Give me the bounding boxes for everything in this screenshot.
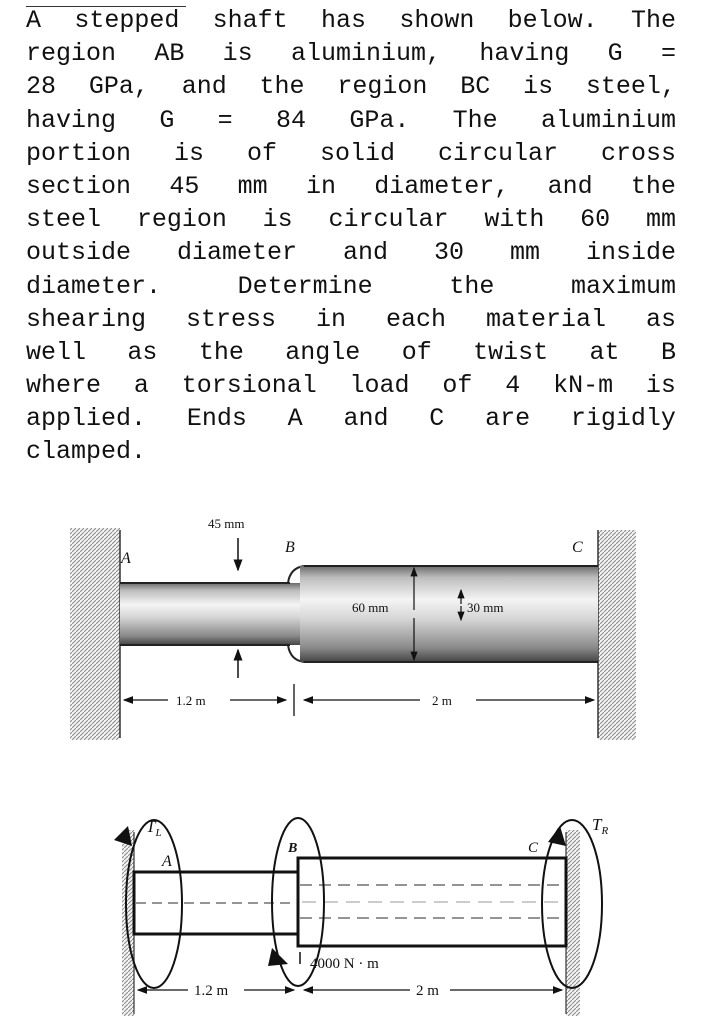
problem-word: mm xyxy=(509,238,540,268)
problem-word: has xyxy=(321,6,367,35)
problem-word: the xyxy=(630,171,676,201)
problem-word: below. xyxy=(507,6,598,35)
problem-word: section xyxy=(26,171,132,201)
shaft-segment-ab xyxy=(120,583,300,645)
figure-1-stepped-shaft xyxy=(70,516,636,740)
problem-word: is xyxy=(174,138,205,168)
problem-word: = xyxy=(660,39,676,69)
problem-word: a xyxy=(133,371,149,401)
problem-word: angle xyxy=(285,337,361,367)
fbd-label-b: B xyxy=(288,841,298,856)
problem-word: stepped xyxy=(74,6,180,35)
problem-word: material xyxy=(485,304,606,334)
problem-word: the xyxy=(259,72,305,102)
problem-word: region xyxy=(26,39,117,69)
problem-word: torsional xyxy=(181,371,317,401)
problem-word: diameter, xyxy=(374,171,510,201)
problem-word: of xyxy=(442,371,473,401)
fbd-load-label: 4000 N · m xyxy=(310,956,379,972)
dim-60mm-label: 60 mm xyxy=(352,600,389,615)
problem-word: as xyxy=(645,304,676,334)
figure-2-free-body-diagram xyxy=(114,815,608,1016)
fig1-label-b: B xyxy=(285,539,295,556)
problem-word: GPa. xyxy=(349,105,410,135)
problem-word: 4 xyxy=(505,371,521,401)
problem-word: diameter. xyxy=(26,271,162,301)
problem-word: G xyxy=(607,39,623,69)
len-ab-label: 1.2 m xyxy=(176,693,206,708)
problem-word: is xyxy=(222,39,253,69)
len-bc-label: 2 m xyxy=(432,693,452,708)
problem-word: as xyxy=(127,337,158,367)
problem-word: Determine xyxy=(237,271,373,301)
problem-word: is xyxy=(645,371,676,401)
problem-word: are xyxy=(485,404,531,434)
problem-word: circular xyxy=(328,205,449,235)
problem-word: G xyxy=(159,105,175,135)
problem-word: circular xyxy=(437,138,558,168)
fbd-label-c: C xyxy=(528,840,539,856)
problem-word: shown xyxy=(399,6,475,35)
problem-word: C xyxy=(429,404,445,434)
problem-word: 60 xyxy=(580,205,611,235)
problem-word: is xyxy=(523,72,554,102)
right-wall xyxy=(598,530,636,740)
problem-word: steel xyxy=(26,205,102,235)
problem-word: twist xyxy=(473,337,549,367)
problem-word: The xyxy=(452,105,498,135)
problem-word: and xyxy=(343,404,389,434)
problem-word: steel, xyxy=(585,72,676,102)
fbd-len-bc-label: 2 m xyxy=(416,983,439,999)
problem-word: BC xyxy=(460,72,491,102)
problem-word: B xyxy=(660,337,676,367)
problem-word: having xyxy=(26,105,117,135)
problem-word: with xyxy=(484,205,545,235)
problem-word: Ends xyxy=(186,404,247,434)
problem-word: shaft xyxy=(212,6,288,35)
problem-word: cross xyxy=(600,138,676,168)
problem-word: of xyxy=(401,337,432,367)
fbd-label-tl: $T_L$ xyxy=(146,817,162,839)
problem-word: each xyxy=(385,304,446,334)
fbd-left-wall xyxy=(122,830,134,1016)
problem-word: 45 xyxy=(169,171,200,201)
dim-45mm-label: 45 mm xyxy=(208,516,245,531)
problem-word: and xyxy=(181,72,227,102)
problem-word: the xyxy=(198,337,244,367)
problem-word: where xyxy=(26,371,102,401)
problem-word: outside xyxy=(26,238,132,268)
problem-word: mm xyxy=(645,205,676,235)
problem-word: region xyxy=(337,72,428,102)
problem-word: 28 xyxy=(26,72,57,102)
problem-word: at xyxy=(589,337,620,367)
problem-word: aluminium xyxy=(540,105,676,135)
problem-word: and xyxy=(547,171,593,201)
problem-word: diameter xyxy=(177,238,298,268)
problem-word: is xyxy=(262,205,293,235)
problem-word: kN-m xyxy=(553,371,614,401)
shaft-segment-bc xyxy=(300,566,598,662)
fbd-len-ab-label: 1.2 m xyxy=(194,983,229,999)
problem-word: GPa, xyxy=(88,72,149,102)
problem-word: rigidly xyxy=(570,404,676,434)
problem-word: of xyxy=(246,138,277,168)
problem-word: in xyxy=(305,171,336,201)
fig1-label-a: A xyxy=(121,550,131,567)
problem-word: shearing xyxy=(26,304,147,334)
problem-word: solid xyxy=(319,138,395,168)
problem-word: and xyxy=(343,238,389,268)
problem-word: mm xyxy=(237,171,268,201)
fig1-label-c: C xyxy=(572,539,583,556)
problem-word: the xyxy=(449,271,495,301)
problem-word: = xyxy=(217,105,233,135)
problem-word: load xyxy=(349,371,410,401)
problem-word: stress xyxy=(186,304,277,334)
problem-word: inside xyxy=(585,238,676,268)
problem-word: clamped. xyxy=(26,437,147,467)
problem-word: 84 xyxy=(275,105,306,135)
problem-word: aluminium, xyxy=(290,39,442,69)
problem-word: portion xyxy=(26,138,132,168)
problem-word: The xyxy=(630,6,676,35)
problem-word: 30 xyxy=(433,238,464,268)
left-wall xyxy=(70,528,120,740)
problem-word: A xyxy=(26,6,42,35)
problem-word: region xyxy=(136,205,227,235)
fbd-label-a: A xyxy=(162,853,172,870)
dim-30mm-label: 30 mm xyxy=(467,600,504,615)
problem-word: maximum xyxy=(570,271,676,301)
problem-word: A xyxy=(287,404,303,434)
problem-word: in xyxy=(315,304,346,334)
problem-word: having xyxy=(479,39,570,69)
problem-word: AB xyxy=(154,39,185,69)
fbd-label-tr: $T_R$ xyxy=(592,815,609,837)
problem-word: well xyxy=(26,337,87,367)
problem-word: applied. xyxy=(26,404,147,434)
